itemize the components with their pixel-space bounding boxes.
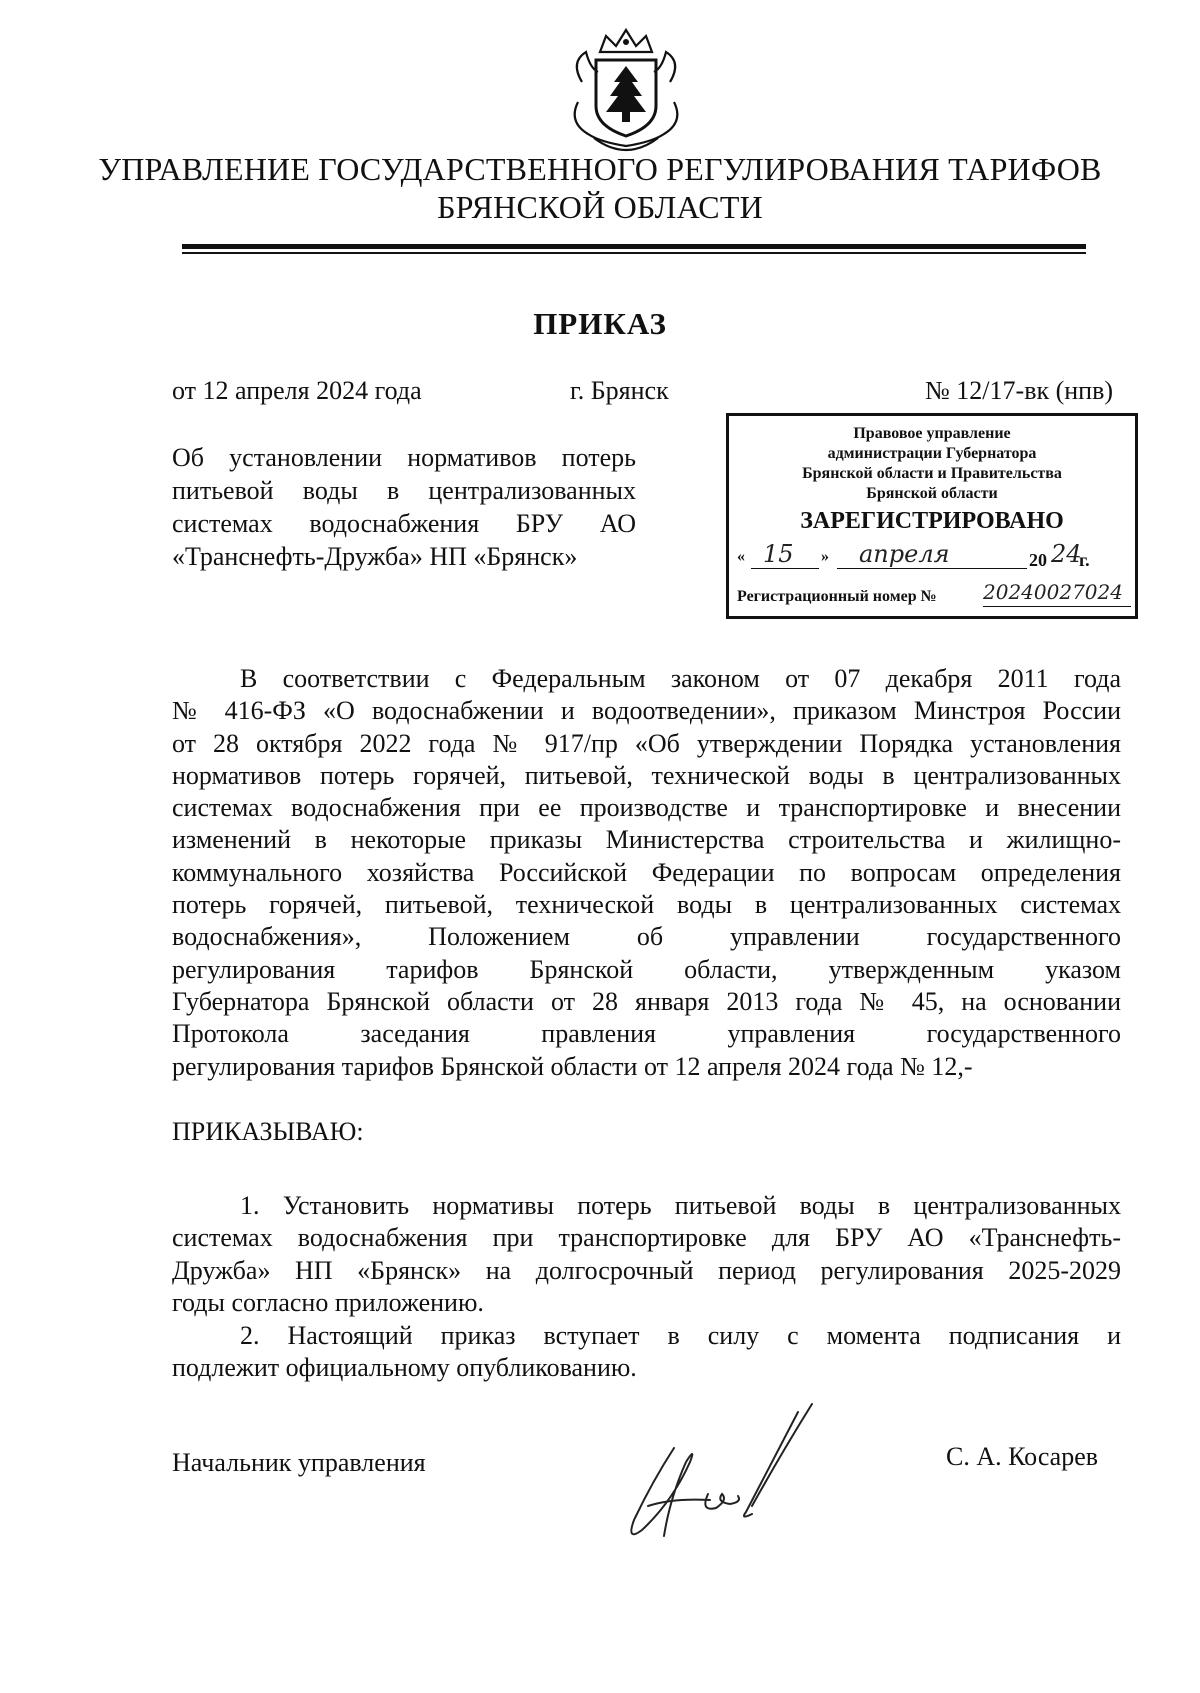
subject-line: системах водоснабжения БРУ АО [172, 509, 636, 538]
document-date: от 12 апреля 2024 года [172, 376, 422, 405]
preamble-line: Протокола заседания правления управления государственного [172, 1019, 1121, 1049]
subject-line: «Транснефть-Дружба» НП «Брянск» [172, 542, 578, 571]
stamp-year-prefix: 20 [1029, 550, 1047, 570]
subject-line: Об установлении нормативов потерь [172, 443, 636, 472]
stamp-line: Правовое управление [853, 425, 1011, 442]
preamble-line: В соответствии с Федеральным законом от 07 декабря 2011 года [240, 664, 1121, 693]
item-line: годы согласно приложению. [172, 1287, 484, 1317]
stamp-line: Брянской области [866, 485, 998, 502]
preamble-line: регулирования тарифов Брянской области от 12 апреля 2024 года № 12,- [172, 1051, 973, 1081]
handwritten-signature [612, 1402, 842, 1554]
item-line: подлежит официальному опубликованию. [172, 1353, 637, 1383]
signatory-name: С. А. Косарев [946, 1442, 1099, 1471]
stamp-reg-label: Регистрационный номер № [737, 588, 937, 605]
coat-of-arms-emblem [560, 22, 692, 154]
preamble-line: от 28 октября 2022 года № 917/пр «Об утверждении Порядка установления [172, 728, 1121, 758]
preamble-line: № 416-ФЗ «О водоснабжении и водоотведении», приказом Минстроя России [172, 696, 1121, 726]
subject-line: питьевой воды в централизованных [172, 476, 636, 505]
preamble-line: изменений в некоторые приказы Министерства строительства и жилищно- [172, 825, 1121, 855]
stamp-registered: ЗАРЕГИСТРИРОВАНО [800, 508, 1064, 534]
header-divider-thin [182, 252, 1086, 254]
header-divider-thick [182, 244, 1086, 249]
stamp-day-handwritten: 15 [763, 540, 794, 568]
stamp-year-handwritten: 24 [1051, 540, 1082, 568]
item-line: системах водоснабжения при транспортировке для БРУ АО «Транснефть- [172, 1223, 1121, 1253]
item-line: 1. Установить нормативы потерь питьевой воды в централизованных [240, 1191, 1121, 1220]
stamp-month-underline [837, 568, 1027, 569]
item-line: Дружба» НП «Брянск» на долгосрочный период регулирования 2025-2029 [172, 1255, 1121, 1285]
registration-stamp: Правовое управление администрации Губернатора Брянской области и Правительства Брянской области ЗАРЕГИСТРИРОВАНО « 15 » апреля 20 24 г. Регистрационный номер № 20240027024 [726, 413, 1138, 619]
order-item-1 [172, 1190, 1121, 1319]
document-subject [172, 441, 636, 573]
preamble-line: водоснабжения», Положением об управлении государственного [172, 922, 1121, 952]
preamble-paragraph [172, 663, 1121, 1083]
organization-name-line1: УПРАВЛЕНИЕ ГОСУДАРСТВЕННОГО РЕГУЛИРОВАНИЯ ТАРИФОВ [98, 151, 1102, 187]
stamp-line: Брянской области и Правительства [802, 465, 1062, 482]
preamble-line: Губернатора Брянской области от 28 января 2013 года № 45, на основании [172, 986, 1121, 1016]
preamble-line: системах водоснабжения при ее производстве и транспортировке и внесении [172, 793, 1121, 823]
item-line: 2. Настоящий приказ вступает в силу с момента подписания и [240, 1321, 1121, 1350]
stamp-year-unit: г. [1079, 550, 1090, 570]
document-city: г. Брянск [570, 376, 669, 405]
document-title: ПРИКАЗ [533, 306, 667, 341]
preamble-line: коммунального хозяйства Российской Федерации по вопросам определения [172, 857, 1121, 887]
preamble-line: регулирования тарифов Брянской области, утвержденным указом [172, 954, 1121, 984]
order-item-2 [172, 1320, 1121, 1385]
preamble-line: нормативов потерь горячей, питьевой, технической воды в централизованных [172, 760, 1121, 790]
stamp-line: администрации Губернатора [827, 445, 1037, 462]
stamp-month-handwritten: апреля [859, 540, 950, 568]
stamp-reg-number-handwritten: 20240027024 [983, 580, 1123, 604]
stamp-reg-underline [983, 606, 1131, 607]
organization-name-line2: БРЯНСКОЙ ОБЛАСТИ [437, 189, 763, 225]
stamp-day-underline [751, 568, 819, 569]
signatory-position: Начальник управления [172, 1448, 426, 1477]
order-word: ПРИКАЗЫВАЮ: [172, 1117, 364, 1146]
document-number: № 12/17-вк (нпв) [925, 376, 1114, 405]
preamble-line: потерь горячей, питьевой, технической воды в централизованных системах [172, 890, 1121, 920]
